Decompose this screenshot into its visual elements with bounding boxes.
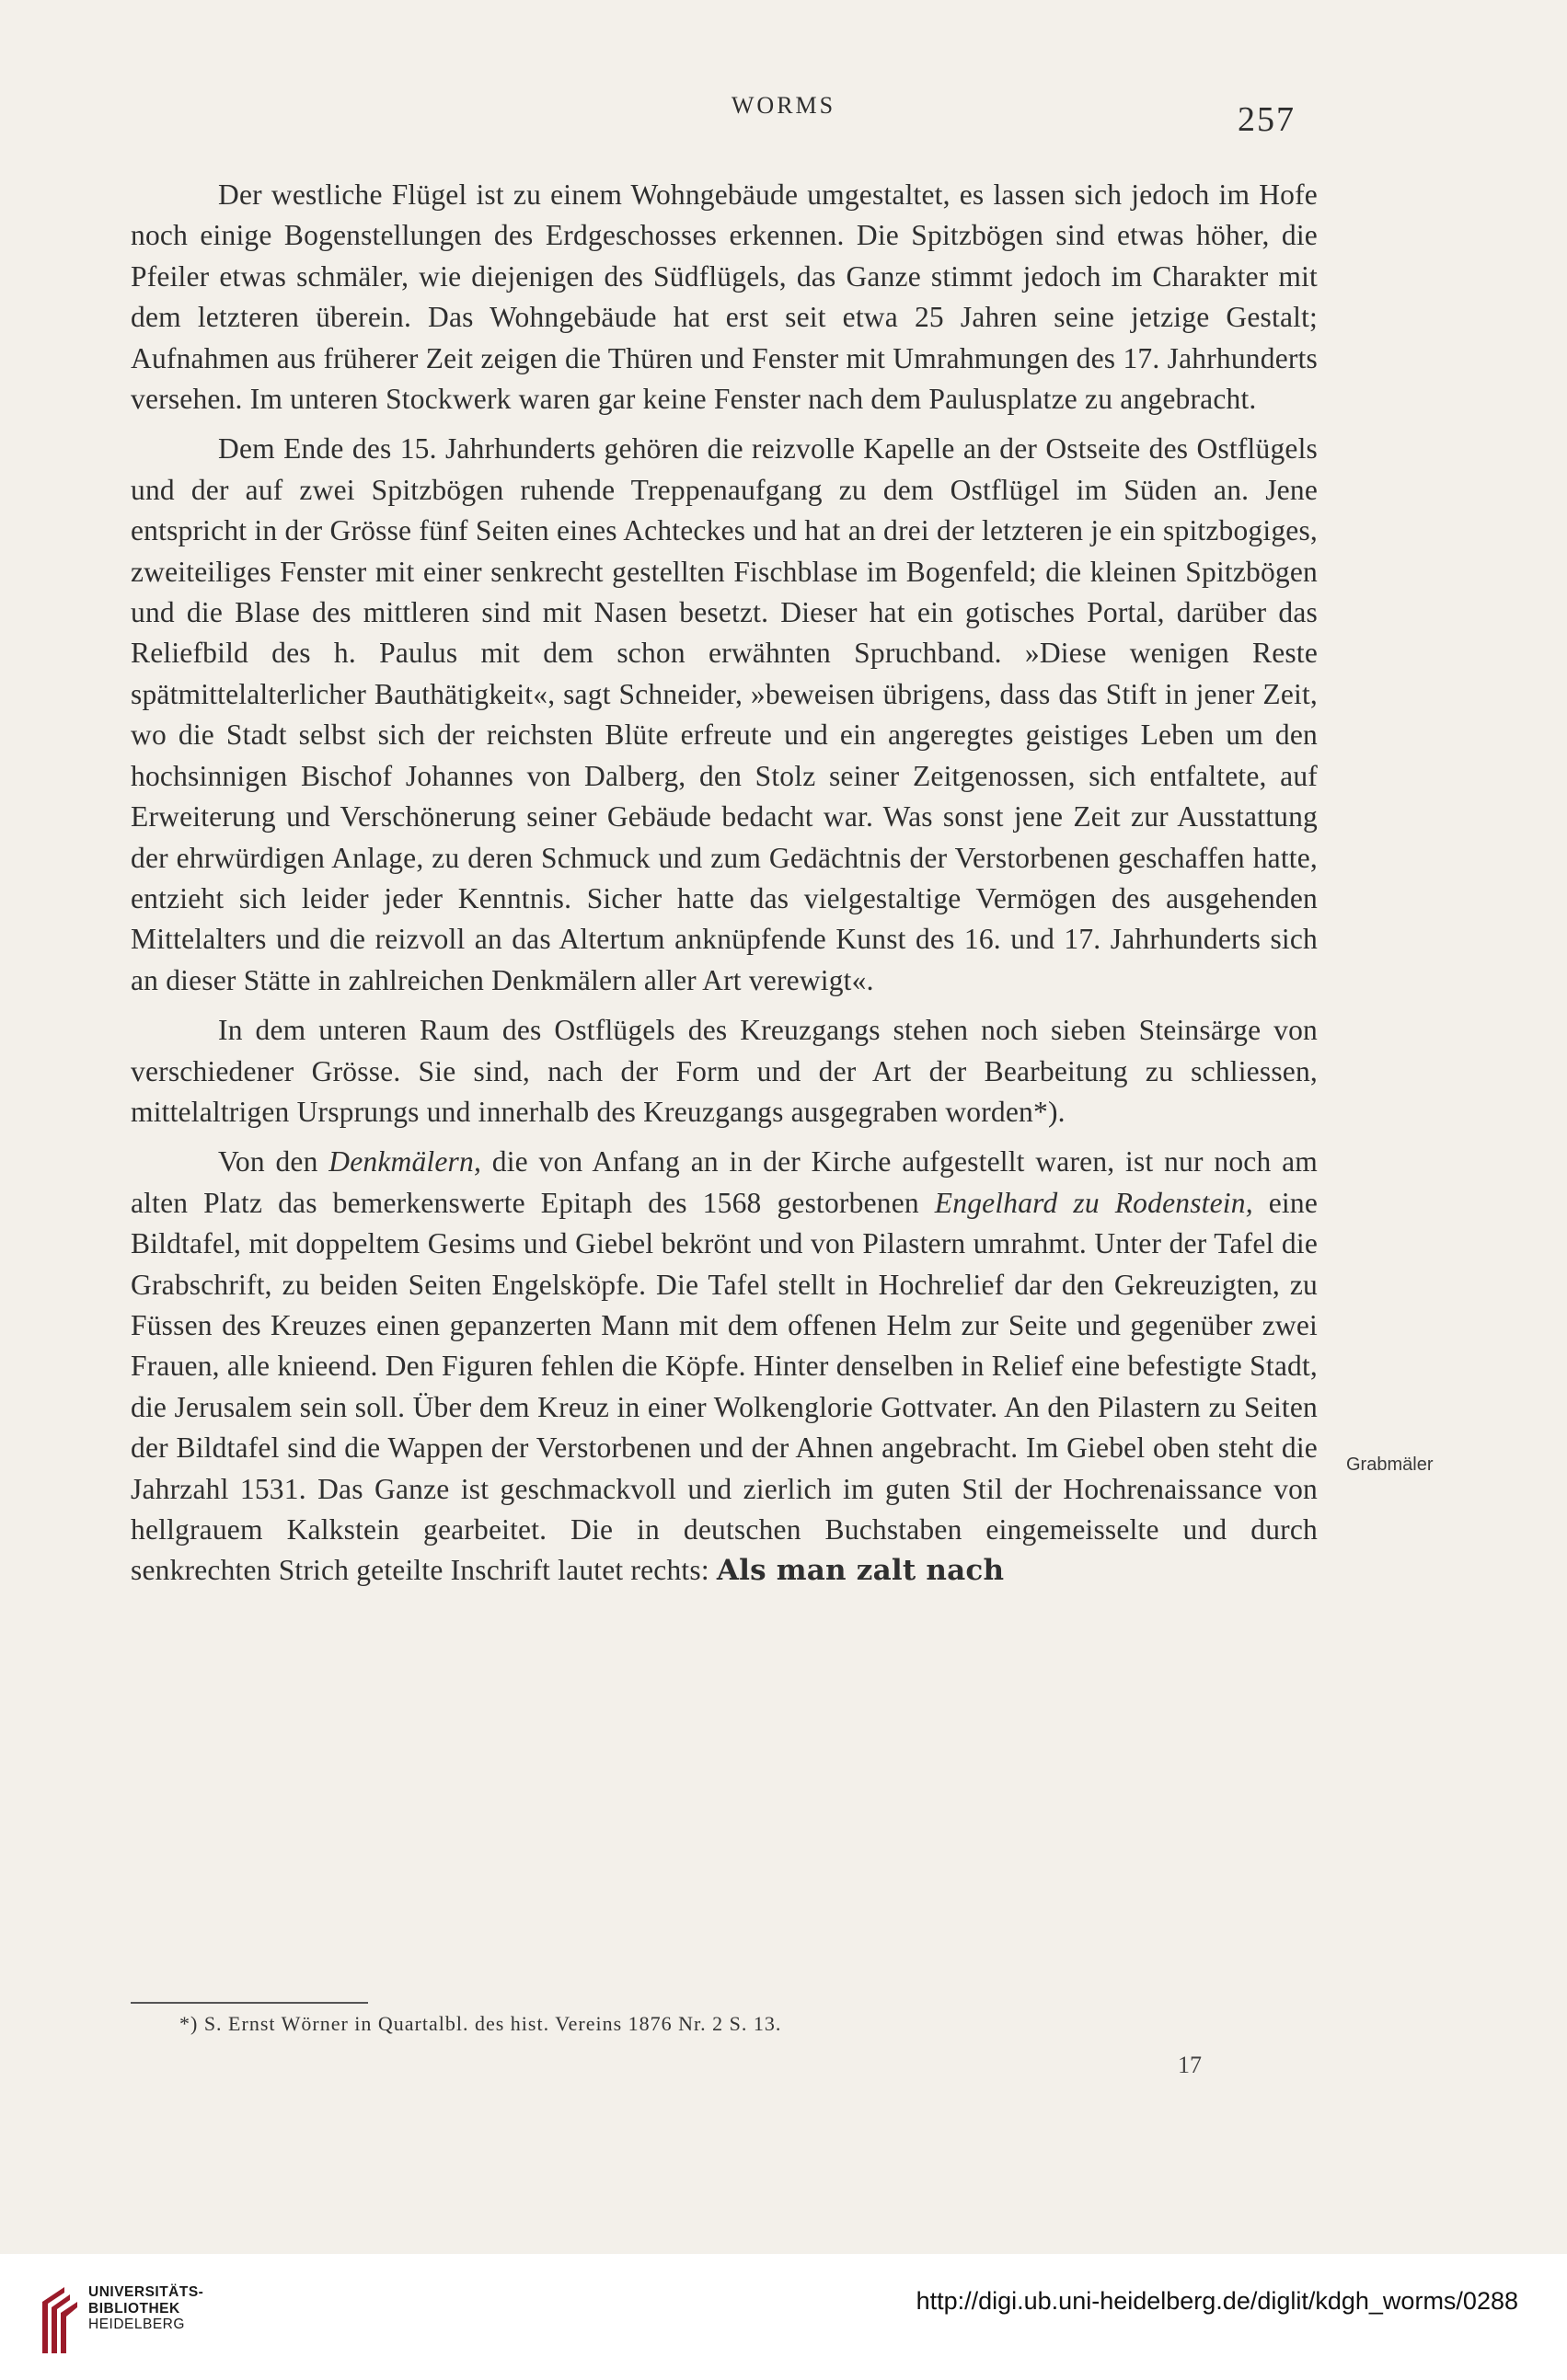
library-name-line-2: BIBLIOTHEK (88, 2300, 180, 2317)
footnote-divider (131, 2002, 368, 2004)
signature-mark: 17 (1178, 2052, 1202, 2078)
para4-text-1: Von den (218, 1145, 329, 1179)
paragraph-3: In dem unteren Raum des Ostflügels des Kreuzgangs stehen noch sieben Steinsärge von verschiedener Grösse. Sie sind, nach der Form und der Art der Bearbeitung zu schliessen, mittelaltrigen Ursprungs und innerhalb des Kreuzgangs ausgegraben worden*). (131, 1014, 1318, 1128)
para4-fraktur-inscription: Als man zalt nach (716, 1554, 1005, 1588)
paragraph-4 (131, 1142, 1318, 1591)
para4-italic-denkmaelern: Denkmälern, (328, 1145, 482, 1179)
page-number: 257 (1238, 100, 1296, 139)
running-header: WORMS (731, 92, 836, 119)
source-url-link[interactable]: http://digi.ub.uni-heidelberg.de/diglit/kdgh_worms/0288 (916, 2287, 1518, 2315)
library-name-line-3: HEIDELBERG (88, 2317, 185, 2332)
para4-text-3: eine Bildtafel, mit doppeltem Gesims und Giebel bekrönt und von Pilastern umrahmt. Unter der Tafel die Grabschrift, zu beiden Seiten Engelsköpfe. Die Tafel stellt in Hochrelief dar den Gekreuzigten, zu Füssen des Kreuzes einen gepanzerten Mann mit dem offenen Helm zur Seite und gegenüber zwei Frauen, alle knieend. Den Figuren fehlen die Köpfe. Hinter denselben in Relief eine befestigte Stadt, die Jerusalem sein soll. Über dem Kreuz in einer Wolkenglorie Gottvater. An den Pilastern zu Seiten der Bildtafel sind die Wappen der Verstorbenen und der Ahnen angebracht. Im Giebel oben steht die Jahrzahl 1531. Das Ganze ist geschmackvoll und zierlich im guten Stil der Hochrenaissance von hellgrauem Kalkstein gearbeitet. Die in deutschen Buchstaben eingemeisselte und durch senkrechten Strich geteilte Inschrift lautet rechts: (131, 1186, 1319, 1587)
paragraph-1: Der westliche Flügel ist zu einem Wohngebäude umgestaltet, es lassen sich jedoch im Hofe noch einige Bogenstellungen des Erdgeschosses erkennen. Die Spitzbögen sind etwas höher, die Pfeiler etwas schmäler, wie diejenigen des Südflügels, das Ganze stimmt jedoch im Charakter mit dem letzteren überein. Das Wohngebäude hat erst seit etwa 25 Jahren seine jetzige Gestalt; Aufnahmen aus früherer Zeit zeigen die Thüren und Fenster mit Umrahmungen des 17. Jahrhunderts versehen. Im unteren Stockwerk waren gar keine Fenster nach dem Paulusplatze zu angebracht. (131, 178, 1318, 416)
margin-note: Grabmäler (1346, 1454, 1434, 1475)
library-name-line-1: UNIVERSITÄTS- (88, 2284, 204, 2300)
paragraph-2: Dem Ende des 15. Jahrhunderts gehören die reizvolle Kapelle an der Ostseite des Ostflügels und der auf zwei Spitzbögen ruhende Treppenaufgang zu dem Ostflügel im Süden an. Jene entspricht in der Grösse fünf Seiten eines Achteckes und hat an drei der letzteren je ein spitzbogiges, zweiteiliges Fenster mit einer senkrecht gestellten Fischblase im Bogenfeld; die kleinen Spitzbögen und die Blase des mittleren sind mit Nasen besetzt. Dieser hat ein gotisches Portal, darüber das Reliefbild des h. Paulus mit dem schon erwähnten Spruchband. »Diese wenigen Reste spätmittelalterlicher Bauthätigkeit«, sagt Schneider, »beweisen übrigens, dass das Stift in jener Zeit, wo die Stadt selbst sich der reichsten Blüte erfreute und ein angeregtes geistiges Leben um den hochsinnigen Bischof Johannes von Dalberg, den Stolz seiner Zeitgenossen, sich entfaltete, auf Erweiterung und Verschönerung seiner Gebäude bedacht war. Was sonst jene Zeit zur Ausstattung der ehrwürdigen Anlage, zu deren Schmuck und zum Gedächtnis der Verstorbenen geschaffen hatte, entzieht sich leider jeder Kenntnis. Sicher hatte das vielgestaltige Vermögen des ausgehenden Mittelalters und die reizvoll an das Altertum anknüpfende Kunst des 16. und 17. Jahrhunderts sich an dieser Stätte in zahlreichen Denkmälern aller Art verewigt«. (131, 432, 1318, 996)
body-text (131, 175, 1318, 1601)
footer-bar (0, 2254, 1567, 2380)
footnote: *) S. Ernst Wörner in Quartalbl. des hist. Vereins 1876 Nr. 2 S. 13. (179, 2012, 782, 2035)
para4-italic-engelhard: Engelhard zu Rodenstein, (934, 1186, 1253, 1219)
para4-text-2: die von Anfang an in der Kirche aufgestellt waren, ist nur noch am alten Platz das bemerkenswerte Epitaph des 1568 gestorbenen (131, 1145, 1318, 1219)
